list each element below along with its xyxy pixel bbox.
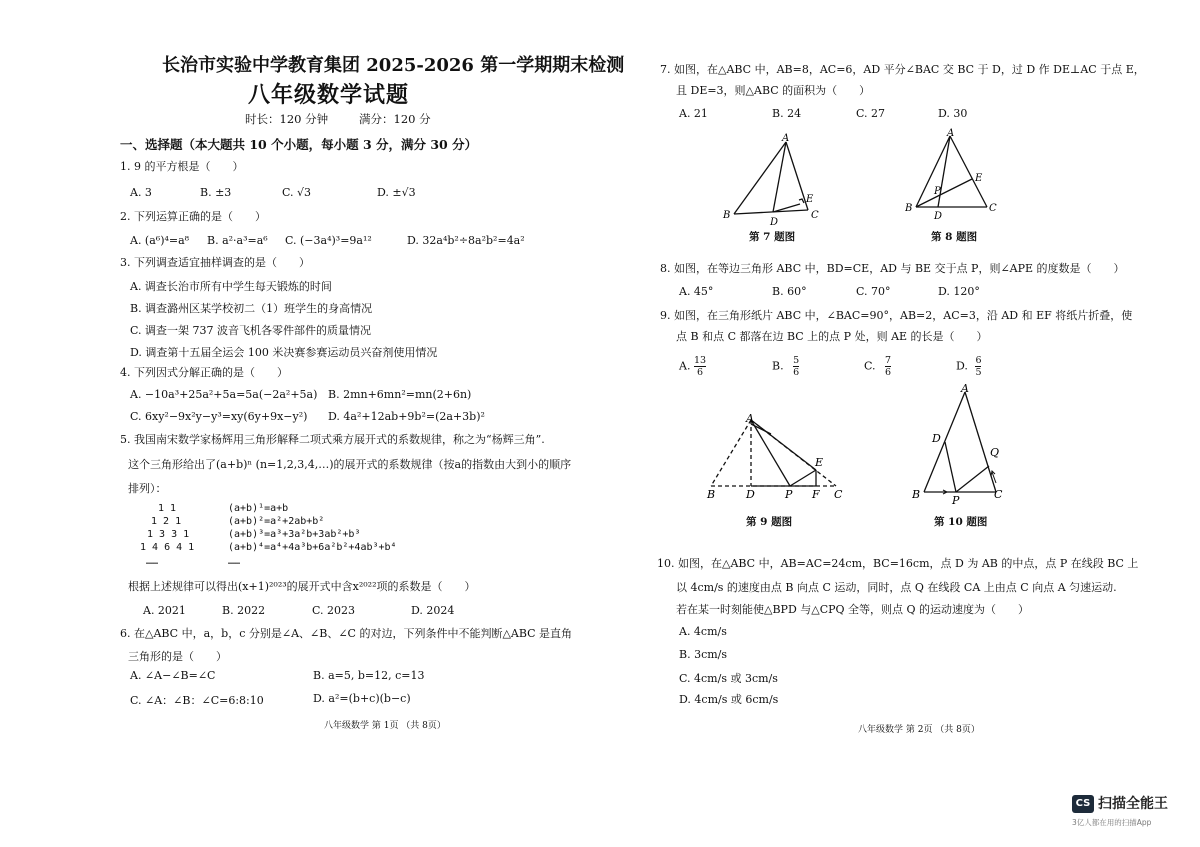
expansion-4: (a+b)⁴=a⁴+4a³b+6a²b²+4ab³+b⁴ [228, 542, 397, 553]
fig9-label-d: D [746, 488, 755, 501]
q1-option-c: C. √3 [282, 186, 312, 199]
fig8-label-a: A [947, 128, 955, 139]
pascal-row-2: 1 2 1 [151, 516, 182, 527]
q5-option-c: C. 2023 [312, 604, 356, 617]
q10-option-a: A. 4cm/s [679, 625, 727, 638]
q9-line2: 点 B 和点 C 都落在边 BC 上的点 P 处，则 AE 的长是（ ） [676, 330, 988, 343]
q3-option-a: A. 调查长治市所有中学生每天锻炼的时间 [130, 280, 332, 293]
fig10-label-c: C [994, 488, 1003, 501]
q5-option-a: A. 2021 [143, 604, 186, 617]
q7-option-b: B. 24 [772, 107, 802, 120]
pascal-row-1: 1 1 [158, 503, 177, 514]
q9-option-d: D. $\frac{6}{5}$ [956, 355, 982, 378]
q6-option-d: D. a²=(b+c)(b−c) [313, 692, 411, 705]
fig7-label-d: D [770, 217, 779, 228]
q8-option-c: C. 70° [856, 285, 891, 298]
q8-option-a: A. 45° [679, 285, 714, 298]
footer-left: 八年级数学 第 1页 （共 8页） [324, 721, 446, 731]
pascal-row-4: 1 4 6 4 1 [140, 542, 195, 553]
fig10-label-p: P [952, 494, 960, 505]
scanner-watermark [1072, 793, 1182, 833]
q2-option-a: A. (a⁶)⁴=a⁸ [130, 234, 190, 247]
school-title: 长治市实验中学教育集团 2025-2026 第一学期期末检测 [162, 55, 625, 76]
scanner-app-name: 扫描全能王 [1098, 796, 1168, 812]
expansion-5: …… [228, 556, 241, 567]
full-score: 满分：120 分 [359, 112, 431, 126]
q8-stem: 8. 如图，在等边三角形 ABC 中，BD=CE，AD 与 BE 交于点 P，则∠APE 的度数是（ ） [660, 262, 1125, 275]
fig9-label-c: C [834, 488, 843, 501]
pascal-row-3: 1 3 3 1 [147, 529, 190, 540]
figure-7 [718, 130, 828, 230]
fig10-caption: 第 10 题图 [934, 516, 988, 528]
q6-option-b: B. a=5, b=12, c=13 [313, 669, 425, 682]
q7-line2: 且 DE=3，则△ABC 的面积为（ ） [676, 84, 871, 97]
q10-option-c: C. 4cm/s 或 3cm/s [679, 672, 778, 685]
q10-option-d: D. 4cm/s 或 6cm/s [679, 693, 779, 706]
q9-line1: 9. 如图，在三角形纸片 ABC 中，∠BAC=90°，AB=2，AC=3，沿 AD 和 EF 将纸片折叠，使 [660, 309, 1133, 322]
q10-line2: 以 4cm/s 的速度由点 B 向点 C 运动，同时，点 Q 在线段 CA 上由点 C 向点 A 匀速运动. [676, 581, 1117, 594]
q2-stem: 2. 下列运算正确的是（ ） [120, 210, 266, 223]
q6-option-c: C. ∠A：∠B：∠C=6:8:10 [130, 694, 264, 707]
fig10-label-b: B [912, 488, 921, 501]
scanner-app-tagline: 3亿人都在用的扫描App [1072, 818, 1152, 827]
fig8-label-c: C [989, 203, 997, 214]
q2-option-b: B. a²·a³=a⁶ [207, 234, 268, 247]
fig9-label-e: E [815, 456, 824, 469]
fig7-label-a: A [782, 133, 790, 144]
q10-option-b: B. 3cm/s [679, 648, 728, 661]
q3-option-b: B. 调查潞州区某学校初二（1）班学生的身高情况 [130, 302, 373, 315]
footer-right: 八年级数学 第 2页 （共 8页） [858, 725, 980, 735]
right-page [600, 0, 1200, 847]
q5-line4: 根据上述规律可以得出(x+1)²⁰²³的展开式中含x²⁰²²项的系数是（ ） [128, 580, 476, 593]
q6-line2: 三角形的是（ ） [128, 650, 227, 663]
duration: 时长：120 分钟 [245, 112, 329, 126]
fig8-label-e: E [975, 173, 983, 184]
fig9-label-b: B [707, 488, 716, 501]
q7-option-c: C. 27 [856, 107, 886, 120]
fig7-label-c: C [811, 210, 819, 221]
pascal-row-5: …… [146, 556, 159, 567]
figure-10 [912, 380, 1017, 505]
q5-line1: 5. 我国南宋数学家杨辉用三角形解释二项式乘方展开式的系数规律，称之为“杨辉三角”. [120, 433, 545, 446]
section-heading: 一、选择题（本大题共 10 个小题，每小题 3 分，满分 30 分） [120, 137, 478, 152]
q5-option-b: B. 2022 [222, 604, 266, 617]
q7-option-d: D. 30 [938, 107, 968, 120]
q8-option-b: B. 60° [772, 285, 807, 298]
fig7-label-e: E [806, 194, 814, 205]
q4-option-b: B. 2mn+6mn²=mn(2+6n) [328, 388, 472, 401]
figure-8 [905, 126, 1010, 226]
q3-option-d: D. 调查第十五届全运会 100 米决赛参赛运动员兴奋剂使用情况 [130, 346, 438, 359]
q5-line3: 排列）： [128, 482, 167, 495]
q6-line1: 6. 在△ABC 中，a，b，c 分别是∠A、∠B、∠C 的对边，下列条件中不能判断△ABC 是直角 [120, 627, 573, 640]
q5-line2: 这个三角形给出了(a+b)ⁿ (n=1,2,3,4,…)的展开式的系数规律（按a的指数由大到小的顺序 [128, 458, 572, 471]
fig10-label-d: D [932, 432, 941, 445]
q9-option-b: B. $\frac{5}{6}$ [772, 355, 800, 378]
q9-option-c: C. $\frac{7}{6}$ [864, 355, 892, 378]
figure-9 [704, 408, 854, 503]
q3-option-c: C. 调查一架 737 波音飞机各零件部件的质量情况 [130, 324, 372, 337]
q8-option-d: D. 120° [938, 285, 980, 298]
fig10-label-q: Q [990, 446, 1000, 459]
expansion-2: (a+b)²=a²+2ab+b² [228, 516, 325, 527]
q4-stem: 4. 下列因式分解正确的是（ ） [120, 366, 288, 379]
q7-line1: 7. 如图，在△ABC 中，AB=8，AC=6，AD 平分∠BAC 交 BC 于 D，过 D 作 DE⊥AC 于点 E， [660, 63, 1145, 76]
expansion-3: (a+b)³=a³+3a²b+3ab²+b³ [228, 529, 361, 540]
fig8-caption: 第 8 题图 [931, 231, 978, 243]
q1-stem: 1. 9 的平方根是（ ） [120, 160, 244, 173]
q6-option-a: A. ∠A−∠B=∠C [130, 669, 216, 682]
q2-option-c: C. (−3a⁴)³=9a¹² [285, 234, 372, 247]
q9-option-a: A. $\frac{13}{6}$ [679, 355, 707, 378]
q4-option-a: A. −10a³+25a²+5a=5a(−2a²+5a) [130, 388, 318, 401]
camscanner-logo-icon: CS [1072, 795, 1094, 813]
q10-line1: 10. 如图，在△ABC 中，AB=AC=24cm，BC=16cm，点 D 为 AB 的中点，点 P 在线段 BC 上 [657, 557, 1139, 570]
exam-title: 八年级数学试题 [248, 82, 410, 108]
q4-option-d: D. 4a²+12ab+9b²=(2a+3b)² [328, 410, 485, 423]
fig9-label-p: P [785, 488, 793, 501]
fig9-caption: 第 9 题图 [746, 516, 793, 528]
q3-stem: 3. 下列调查适宜抽样调查的是（ ） [120, 256, 310, 269]
fig7-caption: 第 7 题图 [749, 231, 796, 243]
q1-option-d: D. ±√3 [377, 186, 416, 199]
q10-line3: 若在某一时刻能使△BPD 与△CPQ 全等，则点 Q 的运动速度为（ ） [676, 603, 1030, 616]
fig10-label-a: A [961, 382, 969, 395]
fig9-label-f: F [812, 488, 820, 501]
q7-option-a: A. 21 [679, 107, 708, 120]
q5-option-d: D. 2024 [411, 604, 455, 617]
fig8-label-p: P [934, 186, 941, 197]
fig8-label-b: B [905, 203, 913, 214]
q1-option-b: B. ±3 [200, 186, 232, 199]
q2-option-d: D. 32a⁴b²÷8a²b²=4a² [407, 234, 525, 247]
q4-option-c: C. 6xy²−9x²y−y³=xy(6y+9x−y²) [130, 410, 308, 423]
expansion-1: (a+b)¹=a+b [228, 503, 289, 514]
q1-option-a: A. 3 [130, 186, 152, 199]
fig7-label-b: B [723, 210, 731, 221]
fig9-label-a: A [746, 412, 754, 425]
fig8-label-d: D [934, 211, 943, 222]
